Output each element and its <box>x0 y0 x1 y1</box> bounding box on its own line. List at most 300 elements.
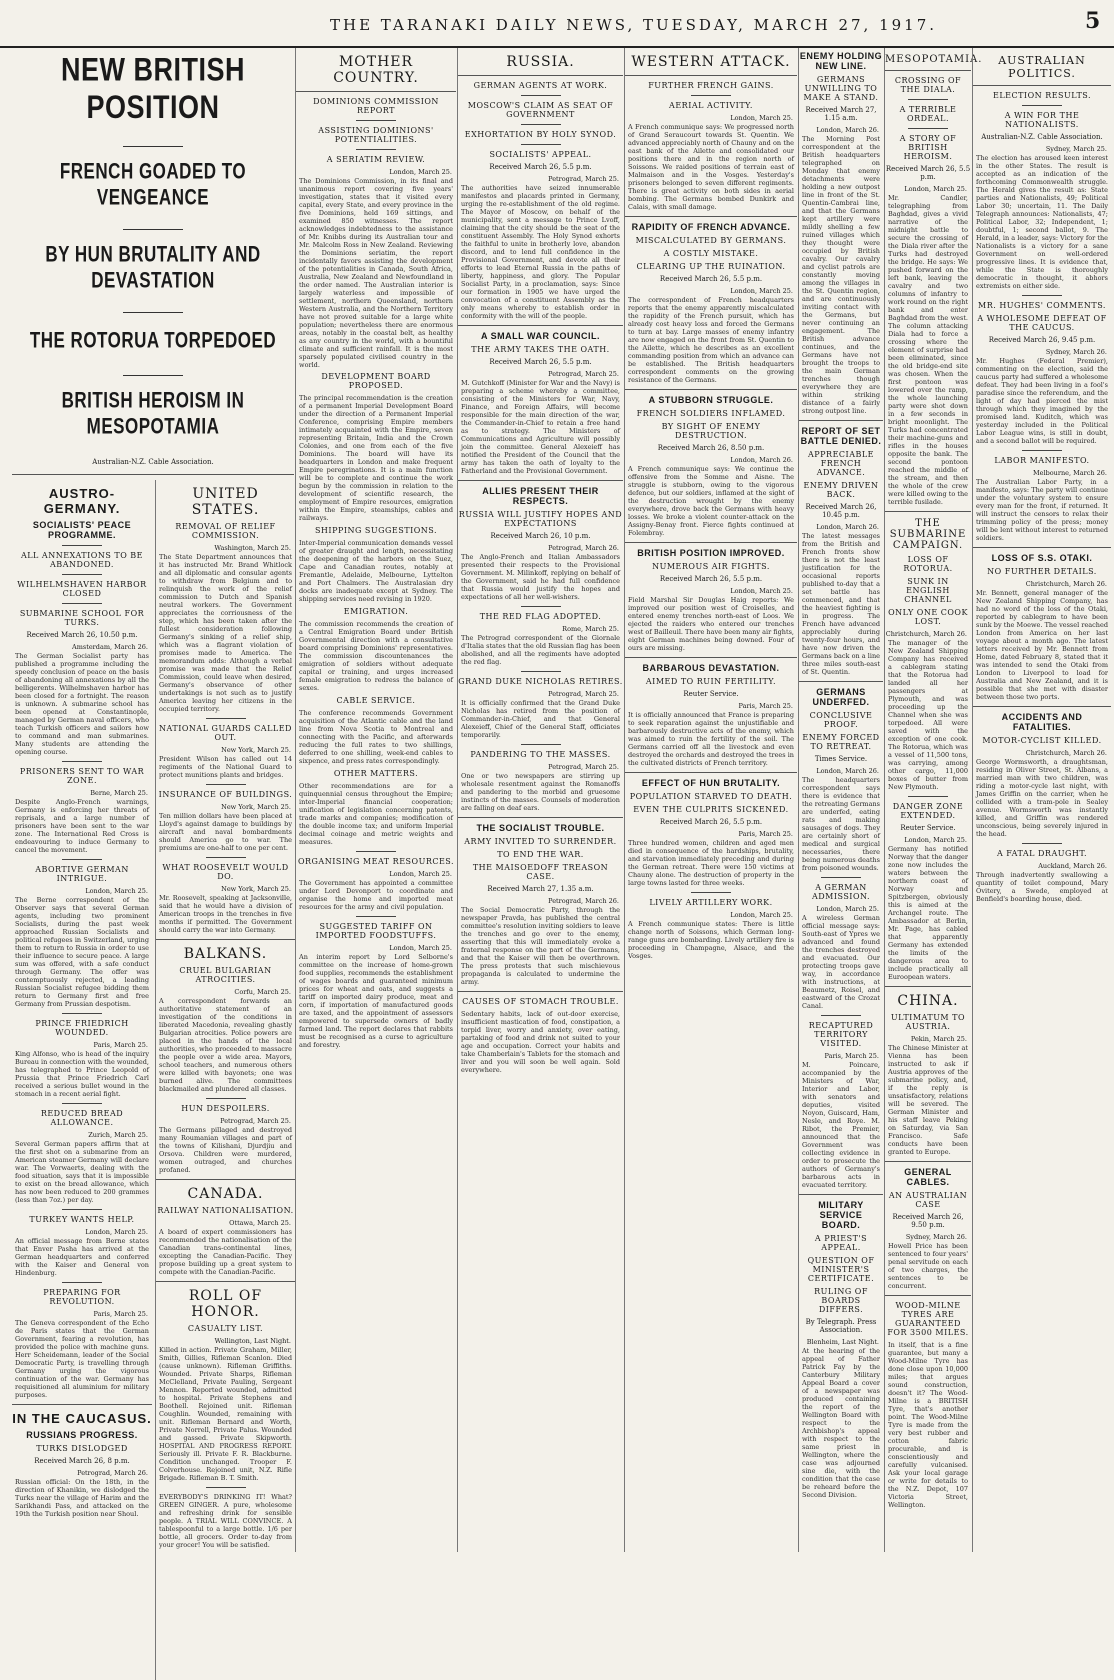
section-subhead: A TERRIBLE ORDEAL. <box>899 105 957 123</box>
section-subhead: SOCIALISTS' APPEAL. <box>489 150 592 159</box>
article-headline: OTHER MATTERS. <box>333 769 419 778</box>
divider <box>123 229 183 230</box>
section-subhead: HUN DESPOILERS. <box>181 1104 270 1113</box>
article-text: The manager of the New Zealand Shipping Company has received a cablegram stating that the Rotorua had landed all her passengers at Plymouth, and was proceeding up the Channel when she was torpedoed. All were saved with the exception of one cook. The Rotorua, which was a vessel of 11,500 tons, was carrying, among other cargo, 11,000 boxes of butter from New Plymouth. <box>888 639 968 791</box>
dateline: New York, March 25. <box>221 803 291 811</box>
article-headline: LOSS OF S.S. OTAKI. <box>991 553 1093 563</box>
section-title: AUSTRO-GERMANY. <box>43 486 121 516</box>
divider <box>885 986 971 987</box>
article-subhead: THE ARMY TAKES THE OATH. <box>471 345 610 354</box>
article-subhead: FRENCH SOLDIERS INFLAMED. <box>636 409 786 418</box>
article-headline: DANGER ZONE EXTENDED. <box>892 802 964 820</box>
article-text: It is officially confirmed that the Grand Duke Nicholas has retired from the position of Commander-in-Chief, and that General Alexeieff, Chief of the General Staff, officiates temporarily. <box>461 699 620 739</box>
divider <box>62 603 102 604</box>
article <box>12 1013 152 1098</box>
article-headline: TURKEY WANTS HELP. <box>29 1215 135 1224</box>
article-subhead: ENEMY FORCED TO RETREAT. <box>802 733 880 751</box>
dateline: London, March 25. <box>389 168 452 176</box>
dateline: Paris, March 25. <box>738 830 793 838</box>
article-text: A correspondent forwards an authoritative statement of an investigation of the conditions in liberated Macedonia, revealing ghastly Bulgarian atrocities. Police powers are placed in the hands of the local authorities, who proceeded to massacre the people over a wide area. Mayors, school teachers, and numerous others were killed with bayonets; one was burned alive. The committees blackmailed and plundered all classes. <box>159 997 292 1093</box>
divider <box>908 128 948 129</box>
article-subhead: ENEMY DRIVEN BACK. <box>803 481 879 499</box>
section-subhead: A WIN FOR THE NATIONALISTS. <box>1004 111 1080 129</box>
section-subhead: DOMINIONS COMMISSION REPORT <box>313 97 439 115</box>
divider <box>821 877 861 878</box>
article <box>799 1015 883 1189</box>
dateline: Petrograd, March 26. <box>548 897 619 905</box>
divider <box>885 1295 971 1296</box>
article-text: A French communique states: There is little change north of Soissons, which German long-range guns are bombarding. Lively artillery fire is proceeding in Champagne, Alsace, and the Vosges. <box>628 920 794 960</box>
article-text: Killed in action. Private Graham, Miller, Smith, Gillies, Rifleman Scanlon. Died (cause unknown). Rifleman Griffiths. Wounded. Private Sharps, Rifleman McClelland, Private Pauling, Sergeant Mennon. Reported wounded, admitted to hospital. Private Stephens and Boothell. Rejoined unit. Rifleman Coughlin. Wounded, remaining with unit. Rifleman Bernard and Worth, Private Norrell, Private Palus. Wounded and gassed. Private Skipworth. HOSPITAL AND PROGRESS REPORT. Seriously ill. Private F. R. Blackburne. Condition unchanged. Trooper F. Colverhouse. Rejoined unit, N.Z. Rifle Brigade. Rifleman B. T. Smith. <box>159 1346 292 1482</box>
section-subhead: MOSCOW'S CLAIM AS SEAT OF GOVERNMENT <box>467 101 614 119</box>
divider <box>356 120 396 121</box>
article-text: A French communique says: We progressed north of Grand Seraucourt towards St. Quentin. We advanced appreciably north of Chauny and on the east bank of the Ailette and consolidated our positions there and in the region north of Soissons. We raided positions of terrain east of Malmaison and in the Vosges. Yesterday's prisoners belonged to seven different regiments. There is great activity on both sides in aerial bombing. The Germans bombed Dunkirk and Calais, with small damage. <box>628 123 794 211</box>
article-headline: REMOVAL OF RELIEF COMMISSION. <box>175 522 276 540</box>
article <box>458 480 623 601</box>
divider <box>156 939 295 940</box>
article-subhead: APPRECIABLE FRENCH ADVANCE. <box>808 450 874 477</box>
article-text: Inter-Imperial communication demands vessel of greater draught and length, necessitating the deepening of the harbors on the Suez, Cape and Canadian routes, notably at Fremantle, Adelaide, Melbourne, Lyttelton and Port Chalmers. The Australasian dry docks are inadequate except at Sydney. The shipping services need revising in 1920. <box>299 539 453 603</box>
lead-subheadline: THE ROTORUA TORPEDOED <box>29 328 277 353</box>
dateline: London, March 25. <box>389 870 452 878</box>
dateline: Ottawa, March 25. <box>229 1219 291 1227</box>
article-headline: CABLE SERVICE. <box>336 696 416 705</box>
received-line: Received March 27, 1.15 a.m. <box>805 106 877 122</box>
divider <box>12 474 294 475</box>
section-title: THE SUBMARINE CAMPAIGN. <box>889 518 967 551</box>
dateline: Blenheim, Last Night. <box>806 1338 879 1346</box>
source-line: Australian-N.Z. Cable Association. <box>92 458 214 466</box>
received-line: Received March 26, 5.5 p.m. <box>489 358 592 366</box>
article-subhead: RULING OF BOARDS DIFFERS. <box>814 1287 868 1314</box>
article <box>458 744 623 812</box>
article <box>296 851 456 911</box>
dateline: Christchurch, March 26. <box>1025 749 1107 757</box>
article <box>296 607 456 692</box>
article <box>296 916 456 1049</box>
dateline: Amsterdam, March 26. <box>72 643 148 651</box>
dateline: London, March 25. <box>730 114 793 122</box>
advertisement: Sedentary habits, lack of out-door exercise, insufficient mastication of food, constipation, a torpid liver, worry and anxiety, over eating, partaking of food and drink not suited to your age and occupation. Correct your habits and take Chamberlain's Tablets for the stomach and liver and you will soon be well again. Sold everywhere. <box>461 1010 620 1074</box>
divider <box>156 1281 295 1282</box>
article-text: An interim report by Lord Selborne's committee on the increase of home-grown food supplies, recommends the establishment of wages boards and guaranteed minimum prices for wheat and oats, and suggests a tariff on imported dairy produce, meat and corn, if importation of manufactured goods are taxed, and the appointment of assessors empowered to supersede owners of badly farmed land. The report declares that rabbits must be recognised as a curse to agriculture and forestry. <box>299 953 453 1049</box>
article-subhead: MOTOR-CYCLIST KILLED. <box>982 736 1102 745</box>
dateline: Paris, March 25. <box>738 702 793 710</box>
masthead-title: THE TARANAKI DAILY NEWS, TUESDAY, MARCH 27, 1917. <box>330 16 938 34</box>
received-line: Times Service. <box>814 755 868 763</box>
article <box>156 784 295 852</box>
article-text: The Petrograd correspondent of the Giornale d'Italia states that the old Russian flag has been abolished, and all the regiments have adopted the red flag. <box>461 634 620 666</box>
dateline: London, March 25. <box>730 287 793 295</box>
section-title: MESOPOTAMIA. <box>885 54 983 65</box>
article-subhead: CLEARING UP THE RUINATION. <box>636 262 786 271</box>
section-subhead: SUNK IN ENGLISH CHANNEL <box>904 577 952 604</box>
dateline: London, March 26. <box>816 767 879 775</box>
section-subhead: RAILWAY NATIONALISATION. <box>157 1206 294 1215</box>
divider <box>521 671 561 672</box>
dateline: Wellington, Last Night. <box>214 1337 291 1345</box>
dateline: Berne, March 25. <box>90 789 148 797</box>
article-text: The authorities have seized innumerable manifestos and placards printed in Germany, urging the re-establishment of the old regime. The Mayor of Moscow, on behalf of the municipality, sent a message to Prince Lvoff, claiming that the city should be the seat of the constituent Assembly. The Holy Synod exhorts the faithful to unite in brotherly love, abandon discord, and to lend full confidence in the Provisional Government, and devote all their efforts to lead Eternal Russia in the paths of liberty, happiness, and glory. The Popular Socialist Party, in a proclamation, says: Since our formation in 1905 we have urged the convocation of a constituent Assembly as the only means whereby to establish order in conformity with the will of the people. <box>461 184 620 320</box>
article <box>12 761 152 854</box>
article-headline: GRAND DUKE NICHOLAS RETIRES. <box>458 677 623 686</box>
dateline: London, March 26. <box>816 126 879 134</box>
divider <box>156 1179 295 1180</box>
divider <box>799 681 883 682</box>
article-headline: PRISONERS SENT TO WAR ZONE. <box>19 767 145 785</box>
advertisement-headline: CAUSES OF STOMACH TROUBLE. <box>462 997 619 1006</box>
received-line: Received March 26, 9.45 p.m. <box>988 336 1096 344</box>
article-text: The Morning Post correspondent at the British headquarters telegraphed on Monday that enemy detachments were holding a new outpost line in front of the St. Quentin-Cambrai line, and that the Germans kept artillery were mildly shelling a few ruined villages which they thought were occupied by British cavalry. Our cavalry and cyclist patrols are constantly moving among the villages in the St. Quentin region, and are continuously inviting contact with the Germans, but never continuing an engagement. The British advance continues, and the Germans have not brought the troops to the main German trenches though everywhere they are within striking distance of a fairly strong outpost line. <box>802 135 880 415</box>
received-line: Received March 26, 5.5 p.m. <box>659 275 763 283</box>
divider <box>62 1282 102 1283</box>
divider <box>973 85 1111 86</box>
article-headline: ALLIES PRESENT THEIR RESPECTS. <box>482 486 599 506</box>
article <box>296 696 456 765</box>
divider <box>885 1161 971 1162</box>
article <box>625 216 797 384</box>
dateline: Sydney, March 25. <box>1045 145 1107 153</box>
article-subhead: THE MAISOEDOFF TREASON CASE. <box>472 863 609 881</box>
dateline: Petrograd, March 25. <box>220 1117 291 1125</box>
dateline: London, March 25. <box>904 185 967 193</box>
article-headline: RECAPTURED TERRITORY VISITED. <box>808 1021 874 1048</box>
section-title: WESTERN ATTACK. <box>631 54 791 70</box>
divider <box>973 547 1111 548</box>
article <box>625 389 797 537</box>
dateline: New York, March 25. <box>221 746 291 754</box>
article-text: A French communique says: We continue the offensive from the Somme and Aisne. The struggle is stubborn, owing to the vigorous defence, but our soldiers, inflamed at the sight of the destruction wrought by the enemy everywhere, drove back the Germans with heavy losses. We broke a violent counter-attack on the Assigny-Benay front. Fierce fights continued at Folembray. <box>628 465 794 537</box>
article-text: The Australian Labor Party, in a manifesto, says: The party will continue under the voluntary system to ensure every man for the front, if returned. It will instruct the censors to relax their trimming policy of the press; money will be lent without interest to returned soldiers. <box>976 478 1108 542</box>
article <box>296 372 456 522</box>
divider <box>458 991 623 992</box>
dateline: London, March 25. <box>730 587 793 595</box>
mesopotamia-column <box>884 48 983 1552</box>
divider <box>885 511 971 512</box>
article-subhead: AIMED TO RUIN FERTILITY. <box>645 677 777 686</box>
divider <box>62 574 102 575</box>
austro-germany-column <box>12 480 152 1680</box>
section-subhead: ELECTION RESULTS. <box>992 91 1092 100</box>
article-headline: A GERMAN ADMISSION. <box>811 883 871 901</box>
divider <box>691 892 731 893</box>
divider <box>821 1015 861 1016</box>
article-subhead: NO FURTHER DETAILS. <box>987 567 1097 576</box>
divider <box>12 1404 152 1405</box>
divider <box>521 124 561 125</box>
article <box>296 769 456 846</box>
article-text: A board of expert commissioners has recommended the nationalisation of the Canadian trans-continental lines, excepting the Canadian-Pacific. They propose building up a great system to compete with the Canadian-Pacific. <box>159 1228 292 1276</box>
section-subhead: CRUEL BULGARIAN ATROCITIES. <box>179 966 272 984</box>
section-subhead: WILHELMSHAVEN HARBOR CLOSED <box>17 580 147 598</box>
received-line: Received March 26, 10.45 p.m. <box>805 503 877 519</box>
divider <box>62 545 102 546</box>
section-subhead: ASSISTING DOMINIONS' POTENTIALITIES. <box>318 126 434 144</box>
divider <box>625 75 797 76</box>
divider <box>356 149 396 150</box>
dateline: New York, March 25. <box>221 885 291 893</box>
divider <box>521 144 561 145</box>
dateline: London, March 25. <box>904 836 967 844</box>
divider <box>62 1209 102 1210</box>
article-headline: NATIONAL GUARDS CALLED OUT. <box>159 724 292 742</box>
lead-subheadline: BRITISH HEROISM IN MESOPOTAMIA <box>61 388 245 439</box>
dateline: London, March 26. <box>816 523 879 531</box>
article-text: Germany has notified Norway that the danger zone now includes the waters between the northern coast of Norway and Spitzbergen, obviously this is aimed at the Archangel route. The Ambassador at Berlin, Mr. Page, has cabled that apparently Germany has extended the limits of the dangerous area to include practically all Euroopean waters. <box>888 845 968 981</box>
article-text: Other recommendations are for a quinquennial census throughout the Empire; inter-Imperial financial cooperation; unification of legislation concerning patents, trade marks and companies; modification of the double income tax; and uniform Imperial decimal coinage and metric weights and measures. <box>299 782 453 846</box>
divider <box>206 784 246 785</box>
dateline: Petrograd, March 25. <box>548 690 619 698</box>
advertisement-headline: WOOD-MILNE TYRES ARE GUARANTEED FOR 3500 MILES. <box>887 1301 969 1337</box>
article <box>12 1209 152 1277</box>
article <box>973 706 1111 838</box>
divider <box>458 480 623 481</box>
article-text: A wireless German official message says: South-east of Ypres we advanced and found the trenches destroyed and evacuated. Our protecting troops gave way, in accordance with instructions, at Beaumetz, Roisel, and eastward of the Crozat Canal. <box>802 914 880 1010</box>
section-title: IN THE CAUCASUS. <box>12 1411 152 1426</box>
divider <box>206 857 246 858</box>
divider <box>206 1487 246 1488</box>
received-line: Received March 26, 8 p.m. <box>34 1457 130 1465</box>
section-subhead: CROSSING OF THE DIALA. <box>894 76 962 94</box>
received-line: Received March 27, 1.35 a.m. <box>487 885 594 893</box>
article <box>973 547 1111 701</box>
divider <box>458 75 623 76</box>
dateline: London, March 25. <box>85 1228 148 1236</box>
article-headline: DEVELOPMENT BOARD PROPOSED. <box>321 372 431 390</box>
article <box>625 892 797 960</box>
article-text: Field Marshal Sir Douglas Haig reports: We improved our position west of Croiselles, and entered enemy trenches north-east of Loos. We ejected the raiders who entered our trenches west of Bailleuil. There have been many air fights, eight German machines being downed. Four of ours are missing. <box>628 596 794 652</box>
article-subhead: GERMANS UNWILLING TO MAKE A STAND. <box>803 75 879 102</box>
article <box>799 877 883 1010</box>
divider <box>1022 450 1062 451</box>
article-text: The Dominions Commission, in its final and unanimous report covering five years' investigation, states that it visited every capital, every State, and every province in the five Dominions, held 169 sittings, and examined 850 witnesses. The report acknowledges indebtedness to the assistance of Mr. Knibbs during its Australian tour and Mr. Malcolm Ross in New Zealand. Reviewing the Dominions seriatim, the report incidentally favors assisting the development of the potentialities in Canada, South Africa, Australia, New Zealand and Newfoundland in the order named. The Australian interior is largely waterless and impossible of settlement, northern Queensland, northern Western Australia, and the Northern Territory have not proved suitable for a large white population; nevertheless there are enormous areas, notably in the coastal belt, as healthy as any country in the world, with a bountiful climate and sufficient rainfall. It is the most sparsely populated civilised country in the world. <box>299 177 453 369</box>
article-subhead: TO END THE WAR. <box>497 850 584 859</box>
article-headline: BRITISH POSITION IMPROVED. <box>637 548 785 558</box>
article-text: Mr. Roosevelt, speaking at Jacksonville, said that he would have a division of American troops in the trenches in five months if permitted. The Government should carry the war into Germany. <box>159 894 292 934</box>
article-headline: PANDERING TO THE MASSES. <box>470 750 611 759</box>
article-headline: LIVELY ARTILLERY WORK. <box>649 898 773 907</box>
article-text: One or two newspapers are stirring up wholesale resentment against the Romanoffs and pandering to the morbid and gruesome instincts of the masses. Counsels of moderation are falling on deaf ears. <box>461 772 620 812</box>
section-title: AUSTRALIAN POLITICS. <box>998 54 1086 80</box>
article-headline: ORGANISING MEAT RESOURCES. <box>297 857 455 866</box>
dateline: London, March 25. <box>85 887 148 895</box>
section-subhead: SOCIALISTS' PEACE PROGRAMME. <box>32 520 132 540</box>
article-text: Russian official: On the 18th, in the direction of Khanikin, we dislodged the Turks near the village of Harim and the Sarikhandi Pass, and attacked on the 19th the Turkish position near Shoul. <box>15 1478 149 1518</box>
section-title: BALKANS. <box>183 946 268 962</box>
article-text: George Wormsworth, a draughtsman, residing in Oliver Street, St. Albans, a married man with two children, was riding a motor-cycle last night, with James Griffin on the carrier, when he collided with a tram-pole in Sealey avenue. Wormsworth was instantly killed, and Griffin was rendered unconscious, being severely injured in the head. <box>976 758 1108 838</box>
article <box>296 526 456 603</box>
article <box>458 606 623 666</box>
article-text: The Germans pillaged and destroyed many Roumanian villages and part of the towns of Kilishani, Djurdjiu and Orsova. Children were murdered, women outraged, and churches profaned. <box>159 1126 292 1174</box>
mother-country-column <box>295 48 456 1552</box>
divider <box>62 859 102 860</box>
article-headline: THE RED FLAG ADOPTED. <box>479 612 602 621</box>
section-subhead: SUBMARINE SCHOOL FOR TURKS. <box>19 609 145 627</box>
received-line: By Telegraph. Press Association. <box>805 1318 877 1334</box>
section-subhead: AERIAL ACTIVITY. <box>669 101 753 110</box>
article-headline: REDUCED BREAD ALLOWANCE. <box>40 1109 124 1127</box>
western-attack-column <box>624 48 797 1552</box>
article-text: An official message from Berne states that Enver Pasha has arrived at the German headquarters and conferred with the Kaiser and General von Hindenburg. <box>15 1237 149 1277</box>
dateline: Christchurch, March 26. <box>885 630 967 638</box>
article-headline: THE SOCIALIST TROUBLE. <box>476 823 605 833</box>
dateline: Zurich, March 25. <box>88 1131 148 1139</box>
divider <box>62 1103 102 1104</box>
lead-headline: NEW BRITISH POSITION <box>61 51 245 125</box>
article <box>12 1282 152 1399</box>
article-text: The headquarters correspondent says there is evidence that the retreating Germans are underfed, eating rats and making sausages of dogs. They are certainly short of medical and surgical necessaries, there being numerous deaths from poisoned wounds. <box>802 776 880 872</box>
article-headline: EFFECT OF HUN BRUTALITY. <box>641 778 781 788</box>
dateline: Paris, March 25. <box>824 1052 879 1060</box>
article-headline: MR. HUGHES' COMMENTS. <box>978 301 1106 310</box>
article-headline: RAPIDITY OF FRENCH ADVANCE. <box>631 222 791 232</box>
section-subhead: A STORY OF BRITISH HEROISM. <box>899 134 957 161</box>
russia-column <box>457 48 623 1552</box>
article-headline: ABORTIVE GERMAN INTRIGUE. <box>35 865 129 883</box>
article-subhead: EVEN THE CULPRITS SICKENED. <box>633 805 789 814</box>
article-headline: A FATAL DRAUGHT. <box>996 849 1088 858</box>
article-text: Mr. Hughes (Federal Premier), commenting on the election, said the caucus party had suffered a wholesome defeat. They had been living in a fool's paradise since the referendum, and the light of day had pierced the mist through which they imagined by the promised land. Kuditch, which was yesterday included in the Political Labor League wins, is still in doubt, and a second ballot will be required. <box>976 357 1108 445</box>
divider <box>691 95 731 96</box>
divider <box>625 772 797 773</box>
article-text: The election has aroused keen interest in the other States. The result is accepted as an indication of the forthcoming Commonwealth struggle. The Herald gives the result as: State parties and Nationalists, 49; Political Labor 30; uncertain, 11. The Daily Telegraph announces: Nationalists, 47; Political Labor, 32; Independent, 1; doubtful, 1; second ballot, 9. The Herald, in a leader, says: Victory for the Nationalists is a victory for a sane Government on well-ordered progressive lines. It is evidence that, while the State is thoroughly democratic in thought, it abhors extremists on either side. <box>976 154 1108 290</box>
dateline: Petrograd, March 26. <box>77 1469 148 1477</box>
article-subhead: A PRIEST'S APPEAL. <box>814 1234 868 1252</box>
section-subhead: GERMAN AGENTS AT WORK. <box>473 81 608 90</box>
dateline: Petrograd, March 25. <box>548 370 619 378</box>
divider <box>799 420 883 421</box>
divider <box>885 70 971 71</box>
dateline: Melbourne, March 26. <box>1033 469 1107 477</box>
article-text: The Berne correspondent of the Observer says that several German agents, including two prominent Socialists, during the past week approached Russian Socialists and political refugees in Switzerland, urging them to return to Russia in order to use their influence to secure peace. A large sum was offered, with a safe conduct through Germany. The offer was contemptuously rejected, a leading Russian Socialist refugee bidding them return to Germany first and free Germany from Prussian despotism. <box>15 896 149 1008</box>
dateline: London, March 26. <box>730 456 793 464</box>
article <box>458 671 623 739</box>
received-line: Received March 26, 5.5 p.m. <box>659 575 763 583</box>
section-title: CANADA. <box>187 1186 264 1202</box>
section-title: ROLL OF HONOR. <box>188 1288 263 1320</box>
article-subhead: BY SIGHT OF ENEMY DESTRUCTION. <box>661 422 761 440</box>
section-subhead: LOSS OF ROTORUA. <box>903 555 953 573</box>
received-line: Received March 26, 10.50 p.m. <box>26 631 138 639</box>
divider <box>356 916 396 917</box>
article-text: Mr. Bennett, general manager of the New Zealand Shipping Company, has had no word of the loss of the Otaki, reported by cablegram to have been sunk by the Moewe. The vessel reached London from America on her last voyage about a month ago. The latest letters received by Mr. Bennett from Home, dated February 8, stated that it was intended to send the Otaki from London to Liverpool to load for Australia and New Zealand, and it is possible that she met with disaster between those two ports. <box>976 589 1108 701</box>
section-subhead: A SERIATIM REVIEW. <box>326 155 426 164</box>
dateline: Petrograd, March 25. <box>548 175 619 183</box>
lead-column <box>12 48 294 1552</box>
divider <box>1022 295 1062 296</box>
received-line: Australian-N.Z. Cable Association. <box>981 133 1103 141</box>
divider <box>458 817 623 818</box>
received-line: Received March 26, 5.5 p.m. <box>489 163 592 171</box>
divider <box>973 706 1111 707</box>
advertisement: EVERYBODY'S DRINKING IT! What? GREEN GINGER. A pure, wholesome and refreshing drink for sensible people. A TRIAL WILL CONVINCE. A tablespoonful to a large bottle. 1/6 per bottle, all grocers. Order to-day from your grocer! You will be satisfied. <box>159 1493 292 1549</box>
section-subhead: RUSSIANS PROGRESS. <box>26 1430 138 1440</box>
dateline: London, March 25. <box>389 944 452 952</box>
article <box>799 420 883 676</box>
article-text: The correspondent of French headquarters reports that the enemy apparently miscalculated the rapidity of the French pursuit, which has already cost heavy loss and forced the Germans to turn at bay. Large masses of enemy infantry are now engaged on the front from St. Quentin to the Ailette, which he describes as an excellent commanding position from which an advance can be established. The British headquarters correspondent comments on the growing resistance of the Germans. <box>628 296 794 384</box>
article-headline: ENEMY HOLDING NEW LINE. <box>799 51 883 71</box>
article-headline: PRINCE FRIEDRICH WOUNDED. <box>35 1019 129 1037</box>
article-subhead: RUSSIA WILL JUSTIFY HOPES AND EXPECTATIONS <box>458 510 623 528</box>
article-headline: A STUBBORN STRUGGLE. <box>648 395 774 405</box>
article <box>12 1103 152 1204</box>
dateline: Christchurch, March 26. <box>1025 580 1107 588</box>
received-line: Reuter Service. <box>683 690 739 698</box>
article-headline: PREPARING FOR REVOLUTION. <box>43 1288 121 1306</box>
article-headline: WHAT ROOSEVELT WOULD DO. <box>162 863 289 881</box>
article-headline: GENERAL CABLES. <box>904 1167 952 1187</box>
section-subhead: EXHORTATION BY HOLY SYNOD. <box>464 130 617 139</box>
advertisement: In itself, that is a fine guarantee, but many a Wood-Milne Tyre has done close upon 10,000 miles; that argues sound construction, doesn't it? The Wood-Milne is a BRITISH Tyre, that's another point. The Wood-Milne Tyre is made from the very best rubber and cotton fabric procurable, and is conscientiously and carefully vulcanised. Ask your local garage or write for details to the N.Z. Depot, 107 Victoria Street, Wellington. <box>888 1341 968 1509</box>
article-text: Despite Anglo-French warnings, Germany is enforcing her threats of reprisals, and a large number of prisoners have been sent to the war zone. The International Red Cross is endeavouring to induce Germany to cancel the movement. <box>15 798 149 854</box>
received-line: Received March 26, 8.50 p.m. <box>657 444 765 452</box>
article-text: Howell Price has been sentenced to four years' penal servitude on each of two charges, the sentences to be concurrent. <box>888 1242 968 1290</box>
article-subhead: QUESTION OF MINISTER'S CERTIFICATE. <box>807 1256 875 1283</box>
article-text: The Anglo-French and Italian Ambassadors presented their respects to the Provisional Government. M. Milinkoff, replying on behalf of the Government, said he had full confidence that Russia would justify the hopes and expectations of all her well-wishers. <box>461 553 620 601</box>
dateline: London, March 25. <box>816 905 879 913</box>
divider <box>123 312 183 313</box>
section-subhead: CASUALTY LIST. <box>187 1324 264 1333</box>
united-states-column <box>155 480 295 1680</box>
article-text: Several German papers affirm that at the first shot on a submarine from an American steamer Germany will declare war. The Vorwaerts, dealing with the food situation, says that it is impossible to exist on the bread allowance, which has now been reduced to 200 grammes (less than 7oz.) per day. <box>15 1140 149 1204</box>
dateline: Sydney, March 26. <box>905 1233 967 1241</box>
article-subhead: ARMY INVITED TO SURRENDER. <box>464 837 617 846</box>
section-subhead: FURTHER FRENCH GAINS. <box>648 81 774 90</box>
article <box>458 325 623 475</box>
divider <box>123 375 183 376</box>
article-subhead: A COSTLY MISTAKE. <box>663 249 759 258</box>
section-subhead: ALL ANNEXATIONS TO BE ABANDONED. <box>20 551 144 569</box>
divider <box>458 325 623 326</box>
article <box>625 657 797 767</box>
dateline: Corfu, March 25. <box>234 988 291 996</box>
article-text: The Geneva correspondent of the Echo de Paris states that the German Government, fearing a revolution, has provided the police with machine guns. Herr Scheidemann, leader of the Social Democratic Party, is travelling through Germany urging the vigorous continuation of the war. Germany has requisitioned all aluminium for military purposes. <box>15 1319 149 1399</box>
dateline: Paris, March 25. <box>93 1310 148 1318</box>
divider <box>206 718 246 719</box>
article <box>973 450 1111 542</box>
article-text: King Alfonso, who is head of the inquiry Bureau in connection with the wounded, has telegraphed to Prince Leopold of Prussia that Prince Friedrich Carl received a serious bullet wound in the stomach in a recent aerial fight. <box>15 1050 149 1098</box>
article-headline: INSURANCE OF BUILDINGS. <box>158 790 293 799</box>
article-text: M. Poincare, accompanied by the Ministers of War, Interior and Labor, with senators and deputies, visited Noyon, Guiscard, Ham, Nesle, and Roye. M. Ribot, the Premier, announced that the Government was collecting evidence in order to prosecute the authors of Germany's barbarous acts in evacuated territory. <box>802 1061 880 1189</box>
article-text: Mr. Candler, telegraphing from Baghdad, gives a vivid narrative of the midnight battle to secure the crossing of the Diala river after the Turks had destroyed the bridge. He says: We pushed forward on the left bank, leaving the cavalry and two columns of infantry to work round on the right bank and enter Baghdad from the west. The column attacking Diala had to force a crossing where the element of surprise had been eliminated, since the old bridge-end site was chosen. When the first pontoon was lowered over the ramp, the whole launching party were shot down in a few seconds in bright moonlight. The Turks had concentrated their machine-guns and rifles in the houses opposite the bank. The second pontoon reached the middle of the stream, and then the whole of the crew were killed owing to the terrible fusilade. <box>888 194 968 506</box>
divider <box>62 1013 102 1014</box>
article-headline: ACCIDENTS AND FATALITIES. <box>1001 712 1083 732</box>
article-headline: LABOR MANIFESTO. <box>994 456 1090 465</box>
divider <box>296 91 456 92</box>
dateline: Pekin, March 25. <box>910 1035 967 1043</box>
page-number: 5 <box>1085 8 1101 34</box>
article <box>625 542 797 652</box>
article-headline: EMIGRATION. <box>343 607 409 616</box>
section-subhead: ONLY ONE COOK LOST. <box>888 608 968 626</box>
article-text: The Social Democratic Party, through the newspaper Pravda, has published the central committee's resolution inviting soldiers to leave the trenches and go over to the enemy, asserting that this will immediately evoke a fraternal response on the part of the Germans, and that the Kaiser will then be overthrown. The press protests that such mischievous propaganda is calculated to undermine the army. <box>461 906 620 986</box>
received-line: Received March 26, 10 p.m. <box>490 532 591 540</box>
article <box>973 295 1111 445</box>
article <box>156 718 295 779</box>
masthead <box>0 0 1114 48</box>
article-subhead: MISCALCULATED BY GERMANS. <box>635 236 787 245</box>
divider <box>521 606 561 607</box>
dateline: Petrograd, March 26. <box>548 544 619 552</box>
article-text: Ten million dollars have been placed at Lloyd's against damage to buildings by aircraft and naval bombardments should America go to war. The premiums are one-half to one per cent. <box>159 812 292 852</box>
section-title: RUSSIA. <box>506 54 575 70</box>
section-subhead: ULTIMATUM TO AUSTRIA. <box>890 1013 966 1031</box>
article-text: Three hundred women, children and aged men died in consequence of the hardships, brutality, and starvation immediately preceding and during the German retreat. There were 150 victims at Chauny alone. The destruction of property in the large towns lasted for three weeks. <box>628 839 794 887</box>
article <box>156 522 295 713</box>
divider <box>908 99 948 100</box>
article-subhead: POPULATION STARVED TO DEATH. <box>629 792 793 801</box>
article-headline: A SMALL WAR COUNCIL. <box>481 331 600 341</box>
